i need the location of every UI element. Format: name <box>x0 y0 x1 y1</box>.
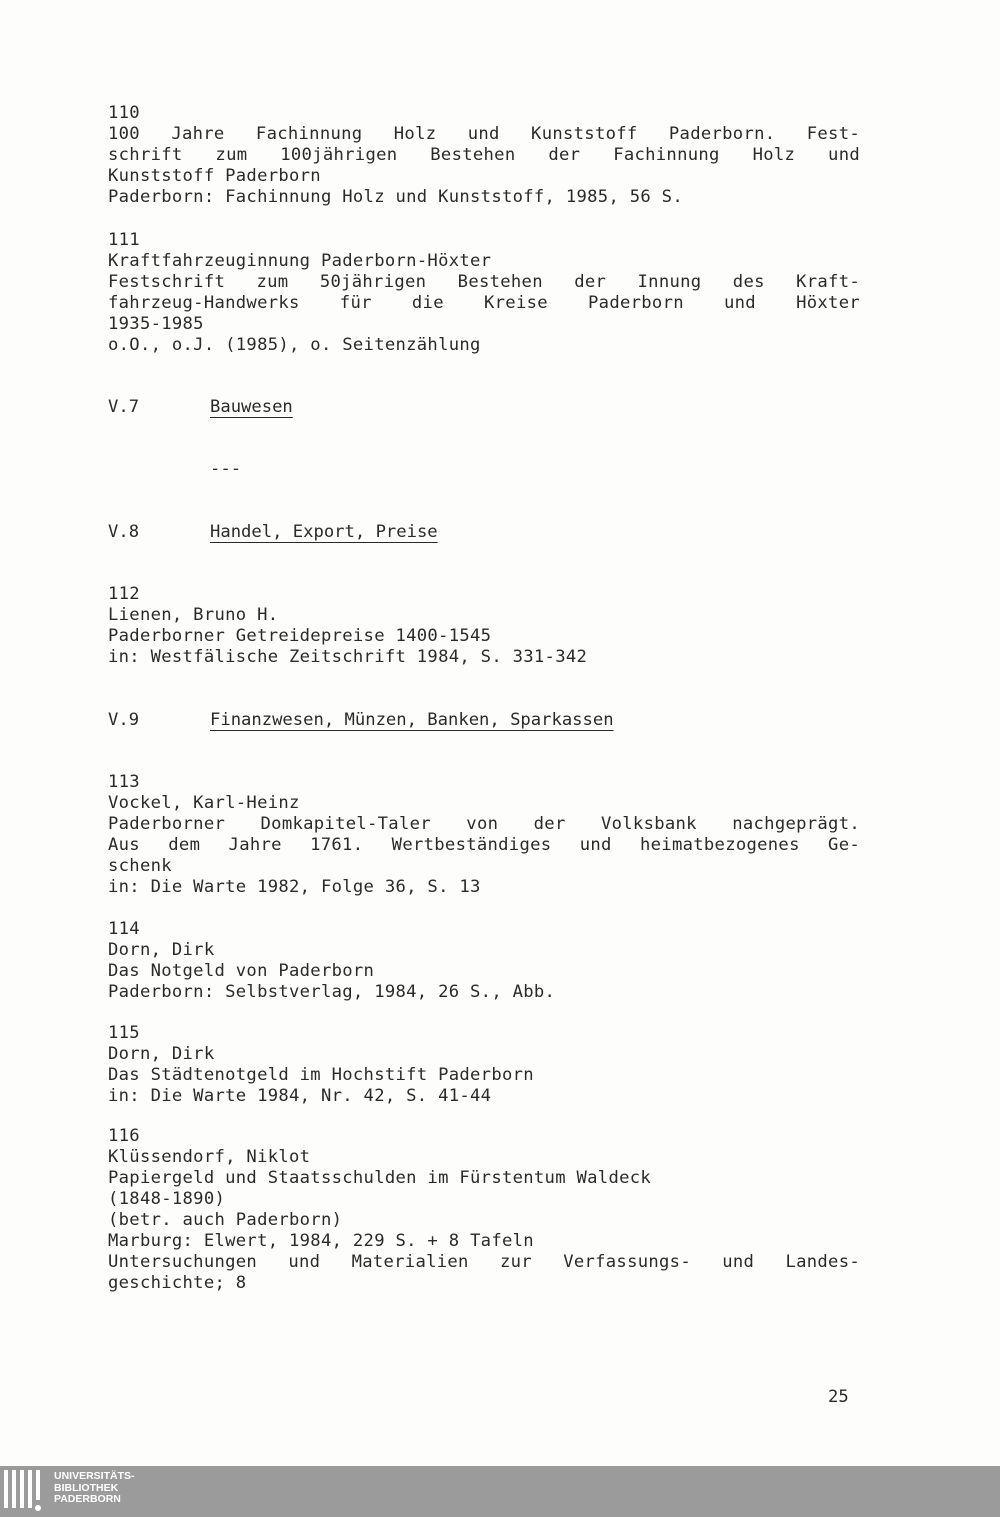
entry-title-line: schenk <box>108 856 172 876</box>
library-logo-icon <box>4 1470 50 1514</box>
section-number-v7: V.7 <box>108 397 140 417</box>
section-number-v8: V.8 <box>108 522 140 542</box>
logo-text-line: PADERBORN <box>54 1493 121 1505</box>
entry-title-line: 100 Jahre Fachinnung Holz und Kunststoff Paderborn. Fest- <box>108 124 860 144</box>
entry-author: Dorn, Dirk <box>108 1044 215 1064</box>
entry-title-line: Aus dem Jahre 1761. Wertbeständiges und heimatbezogenes Ge- <box>108 835 860 855</box>
library-logo-text <box>54 1471 135 1506</box>
entry-publication-line: o.O., o.J. (1985), o. Seitenzählung <box>108 335 481 355</box>
entry-publication-line: in: Die Warte 1984, Nr. 42, S. 41-44 <box>108 1086 492 1106</box>
entry-title-line: Paderborner Domkapitel-Taler von der Volksbank nachgeprägt. <box>108 814 860 834</box>
entry-series-line: Untersuchungen und Materialien zur Verfassungs- und Landes- <box>108 1252 860 1272</box>
entry-title-line: schrift zum 100jährigen Bestehen der Fachinnung Holz und <box>108 145 860 165</box>
entry-number: 113 <box>108 772 140 792</box>
entry-number: 111 <box>108 230 140 250</box>
entry-publication-line: Marburg: Elwert, 1984, 229 S. + 8 Tafeln <box>108 1231 534 1251</box>
page-number: 25 <box>828 1387 849 1407</box>
entry-author: Dorn, Dirk <box>108 940 215 960</box>
entry-number: 112 <box>108 584 140 604</box>
entry-author: Vockel, Karl-Heinz <box>108 793 300 813</box>
entry-title-line: (1848-1890) <box>108 1189 226 1209</box>
section-title-finanzwesen: Finanzwesen, Münzen, Banken, Sparkassen <box>210 710 614 730</box>
library-footer-banner <box>0 1466 1000 1517</box>
entry-author: Lienen, Bruno H. <box>108 605 279 625</box>
entry-publication-line: in: Westfälische Zeitschrift 1984, S. 331-342 <box>108 647 588 667</box>
entry-number: 110 <box>108 103 140 123</box>
entry-note: (betr. auch Paderborn) <box>108 1210 343 1230</box>
entry-number: 114 <box>108 919 140 939</box>
section-number-v9: V.9 <box>108 710 140 730</box>
entry-publication-line: Paderborn: Selbstverlag, 1984, 26 S., Abb. <box>108 982 556 1002</box>
entry-title-line: Papiergeld und Staatsschulden im Fürstentum Waldeck <box>108 1168 652 1188</box>
entry-publication-line: Paderborn: Fachinnung Holz und Kunststoff, 1985, 56 S. <box>108 187 683 207</box>
entry-number: 115 <box>108 1023 140 1043</box>
entry-author: Kraftfahrzeuginnung Paderborn-Höxter <box>108 251 492 271</box>
entry-publication-line: in: Die Warte 1982, Folge 36, S. 13 <box>108 877 481 897</box>
entry-title-line: Kunststoff Paderborn <box>108 166 321 186</box>
empty-section-placeholder: --- <box>210 459 242 479</box>
entry-title-line: Das Notgeld von Paderborn <box>108 961 375 981</box>
entry-title-line: 1935-1985 <box>108 314 204 334</box>
logo-text-line: BIBLIOTHEK <box>54 1481 119 1494</box>
entry-title-line: Das Städtenotgeld im Hochstift Paderborn <box>108 1065 534 1085</box>
section-title-bauwesen: Bauwesen <box>210 397 293 417</box>
entry-author: Klüssendorf, Niklot <box>108 1147 311 1167</box>
entry-number: 116 <box>108 1126 140 1146</box>
entry-series-line: geschichte; 8 <box>108 1273 247 1293</box>
logo-text-line: UNIVERSITÄTS- <box>54 1470 135 1482</box>
section-title-handel: Handel, Export, Preise <box>210 522 438 542</box>
entry-title-line: Festschrift zum 50jährigen Bestehen der Innung des Kraft- <box>108 272 860 292</box>
entry-title-line: fahrzeug-Handwerks für die Kreise Paderborn und Höxter <box>108 293 860 313</box>
entry-title-line: Paderborner Getreidepreise 1400-1545 <box>108 626 492 646</box>
